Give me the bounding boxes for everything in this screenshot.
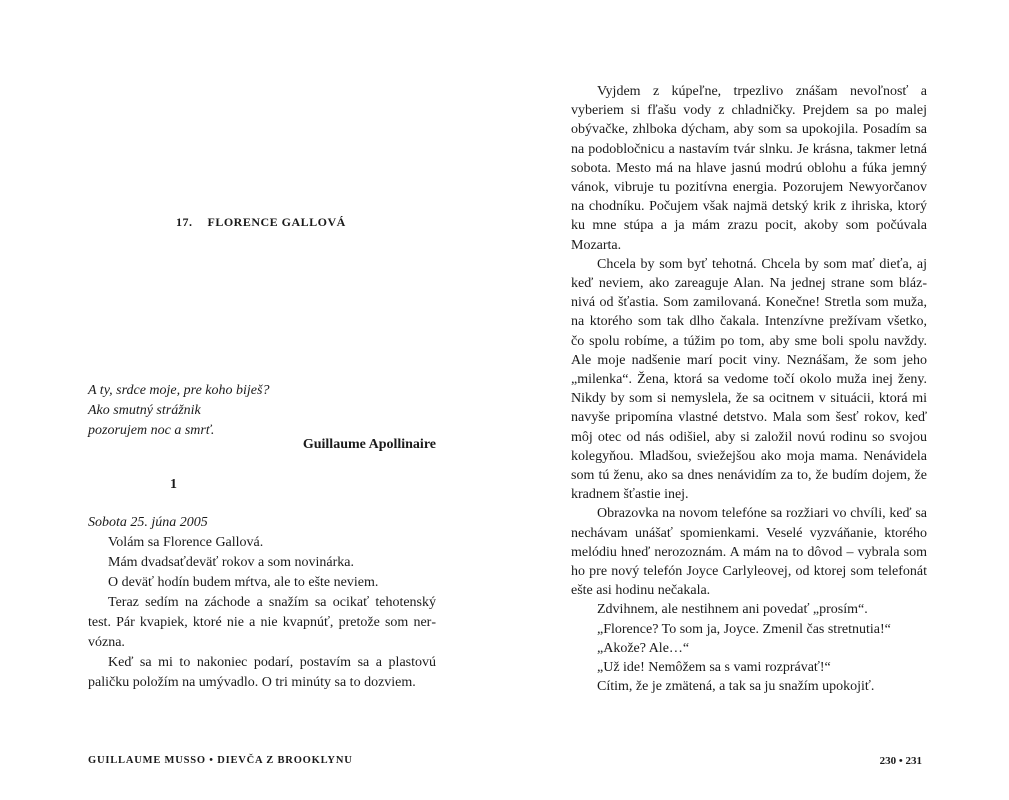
epigraph-author: Guillaume Apollinaire [302, 437, 436, 452]
right-page [504, 0, 1009, 800]
paragraph: „Akože? Ale…“ [597, 640, 690, 656]
paragraph: Obrazovka na novom telefóne sa rozžiari vo chvíli, keď sa nechávam unášať spomienkami. Veselé vyzváňanie, ktorého melódiu hneď nerozoznám. A mám na to dôvod – vybrala som ho pre nový telefón Joyce Carlyleovej, od ktorej som telefonát ešte asi hodinu nečakala. [571, 506, 927, 599]
paragraph: „Už ide! Nemôžem sa s vami rozprávať!“ [597, 660, 831, 676]
left-body-text [88, 513, 436, 693]
left-page [0, 0, 504, 800]
paragraph: Keď sa mi to nakoniec podarí, postavím sa a plastovú paličku položím na umývadlo. O tri minúty sa to dozviem. [88, 655, 436, 690]
running-head: GUILLAUME MUSSO • DIEVČA Z BROOKLYNU [88, 755, 353, 766]
paragraph: Volám sa Florence Gallová. [108, 535, 264, 550]
paragraph: Vyjdem z kúpeľne, trpezlivo znášam nevoľnosť a vyberiem si fľašu vody z chladničky. Prejdem sa po malej obývačke, zhlboka dýcham, aby som sa upokojila. Posadím sa na podobločnicu a nastavím tvár slnku. Je krásna, takmer letná sobota. Mesto má na hlave jasnú modrú oblohu a fúka jemný vánok, vibruje tu pozitívna energia. Pozorujem Newyorčanov na chodníku. Počujem však najmä detský krik z ihriska, ktorý ku mne stúpa a ja mám zrazu pocit, akoby som počúvala Mozarta. [571, 84, 927, 253]
chapter-title: FLORENCE GALLOVÁ [207, 215, 346, 229]
epigraph [88, 381, 436, 441]
paragraph: O deväť hodín budem mŕtva, ale to ešte neviem. [108, 575, 379, 590]
paragraph: Zdvihnem, ale nestihnem ani povedať „prosím“. [597, 602, 868, 618]
paragraph: Cítim, že je zmätená, a tak sa ju snažím upokojiť. [597, 679, 875, 695]
page-numbers: 230 • 231 [879, 755, 922, 767]
right-body-text [571, 82, 927, 697]
paragraph: Teraz sedím na záchode a snažím sa ocikať tehotenský test. Pár kvapiek, ktoré nie a nie kvapnúť, pretože som nervózna. [88, 595, 436, 650]
epigraph-line: A ty, srdce moje, pre koho biješ? [88, 383, 270, 398]
epigraph-line: pozorujem noc a smrť. [88, 423, 215, 438]
chapter-heading [176, 215, 346, 230]
paragraph: Mám dvadsaťdeväť rokov a som novinárka. [108, 555, 355, 570]
paragraph: „Florence? To som ja, Joyce. Zmenil čas stretnutia!“ [597, 621, 891, 637]
section-number: 1 [170, 477, 177, 492]
date-line: Sobota 25. júna 2005 [88, 515, 208, 530]
paragraph: Chcela by som byť tehotná. Chcela by som mať dieťa, aj keď neviem, ako zareaguje Alan. Na jednej strane som bláznivá od šťastia. Som zamilovaná. Konečne! Stretla som muža, na ktorého som tak dlho čakala. Intenzívne prežívam všetko, čo spolu robíme, a túžim po tom, aby sme boli spolu navždy. Ale moje nadšenie marí pocit viny. Neznášam, že som jeho „milenka“. Žena, ktorá sa vedome točí okolo muža inej ženy. Nikdy by som si nemyslela, že sa ocitnem v situácii, ktorá mi navyše pripomína vlastné detstvo. Mala som šesť rokov, keď môj otec od nás odišiel, aby si založil novú rodinu so svojou kolegyňou. Mladšou, sviežejšou ako moja mama. Nenávidela som tú ženu, ako sa dnes nenávidím za to, že budím dojem, že kradnem šťastie inej. [571, 256, 927, 503]
epigraph-line: Ako smutný strážnik [88, 403, 201, 418]
chapter-number: 17. [176, 215, 193, 229]
